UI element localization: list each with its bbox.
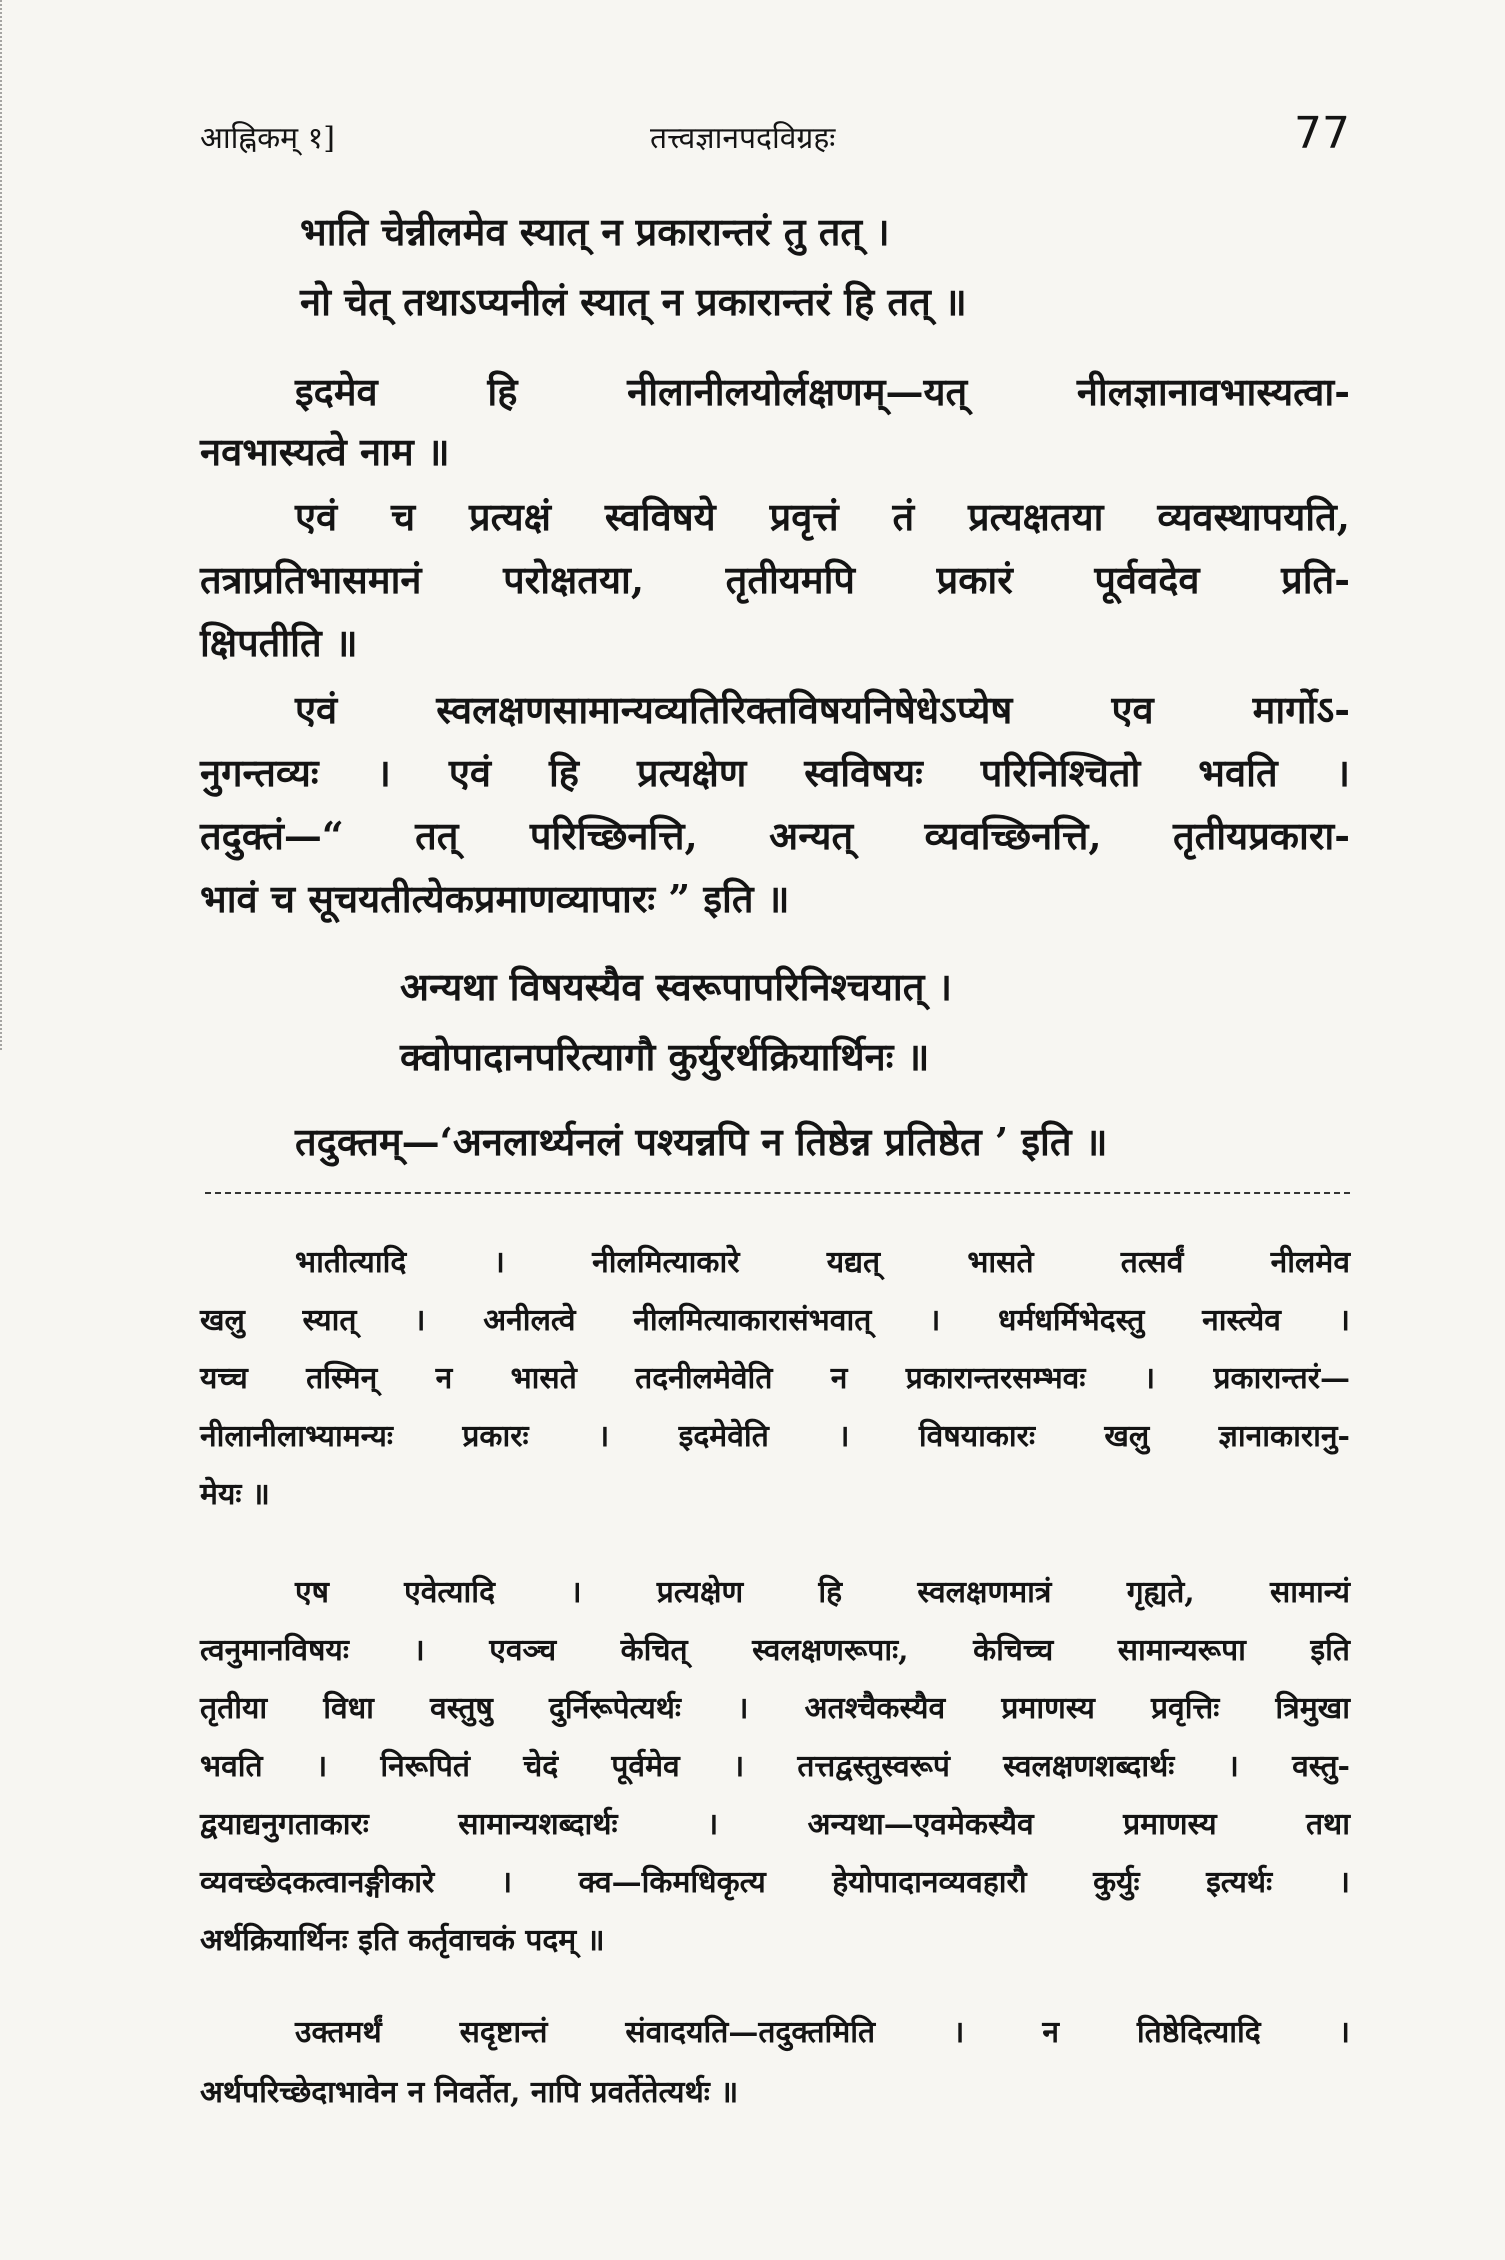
comm1-line5: मेयः ॥ xyxy=(200,1477,270,1512)
para2-line2: तत्राप्रतिभासमानं परोक्षतया, तृतीयमपि प्रकारं पूर्ववदेव प्रति- xyxy=(200,557,1350,602)
commentary-separator xyxy=(205,1192,1350,1194)
verse2-line2: क्वोपादानपरित्यागौ कुर्युरर्थक्रियार्थिनः ॥ xyxy=(400,1034,930,1079)
comm2-line5: द्वयाद्यनुगताकारः सामान्यशब्दार्थः । अन्यथा—एवमेकस्यैव प्रमाणस्य तथा xyxy=(200,1807,1350,1842)
para3-line2: नुगन्तव्यः । एवं हि प्रत्यक्षेण स्वविषयः परिनिश्चितो भवति । xyxy=(200,750,1350,795)
comm1-line1: भातीत्यादि । नीलमित्याकारे यद्यत् भासते तत्सर्वं नीलमेव xyxy=(295,1245,1350,1280)
comm2-line7: अर्थक्रियार्थिनः इति कर्तृवाचकं पदम् ॥ xyxy=(200,1923,605,1958)
comm2-line2: त्वनुमानविषयः । एवञ्च केचित् स्वलक्षणरूपाः, केचिच्च सामान्यरूपा इति xyxy=(200,1633,1350,1668)
running-title: तत्त्वज्ञानपदविग्रहः xyxy=(650,121,836,156)
comm3-line2: अर्थपरिच्छेदाभावेन न निवर्तेत, नापि प्रवर्तेतेत्यर्थः ॥ xyxy=(200,2075,739,2110)
para3-line3: तदुक्तं—“ तत् परिच्छिनत्ति, अन्यत् व्यवच्छिनत्ति, तृतीयप्रकारा- xyxy=(200,813,1350,858)
comm1-line3: यच्च तस्मिन् न भासते तदनीलमेवेति न प्रकारान्तरसम्भवः । प्रकारान्तरं— xyxy=(200,1361,1350,1396)
para2-line3: क्षिपतीति ॥ xyxy=(200,620,358,665)
chapter-label: आह्निकम् १] xyxy=(200,121,335,156)
running-head xyxy=(200,108,1350,168)
para2-line1: एवं च प्रत्यक्षं स्वविषये प्रवृत्तं तं प्रत्यक्षतया व्यवस्थापयति, xyxy=(295,494,1350,539)
verse1-line2: नो चेत् तथाऽप्यनीलं स्यात् न प्रकारान्तरं हि तत् ॥ xyxy=(300,279,967,324)
scan-edge-marks xyxy=(0,0,16,1050)
comm1-line4: नीलानीलाभ्यामन्यः प्रकारः । इदमेवेति । विषयाकारः खलु ज्ञानाकारानु- xyxy=(200,1419,1350,1454)
comm2-line6: व्यवच्छेदकत्वानङ्गीकारे । क्व—किमधिकृत्य हेयोपादानव्यवहारौ कुर्युः इत्यर्थः । xyxy=(200,1865,1350,1900)
page-number: 77 xyxy=(1294,108,1350,159)
comm2-line1: एष एवेत्यादि । प्रत्यक्षेण हि स्वलक्षणमात्रं गृह्यते, सामान्यं xyxy=(295,1575,1350,1610)
verse1-line1: भाति चेन्नीलमेव स्यात् न प्रकारान्तरं तु तत् । xyxy=(300,209,890,254)
comm2-line4: भवति । निरूपितं चेदं पूर्वमेव । तत्तद्वस्तुस्वरूपं स्वलक्षणशब्दार्थः । वस्तु- xyxy=(200,1749,1350,1784)
para1-line2: नवभास्यत्वे नाम ॥ xyxy=(200,429,450,474)
verse2-line1: अन्यथा विषयस्यैव स्वरूपापरिनिश्चयात् । xyxy=(400,964,953,1009)
para3-line1: एवं स्वलक्षणसामान्यव्यतिरिक्तविषयनिषेधेऽप्येष एव मार्गोऽ- xyxy=(295,687,1350,732)
para3-line4: भावं च सूचयतीत्येकप्रमाणव्यापारः ” इति ॥ xyxy=(200,876,790,921)
comm2-line3: तृतीया विधा वस्तुषु दुर्निरूपेत्यर्थः । अतश्चैकस्यैव प्रमाणस्य प्रवृत्तिः त्रिमुखा xyxy=(200,1691,1350,1726)
quote-line: तदुक्तम्—‘अनलार्थ्यनलं पश्यन्नपि न तिष्ठेन्न प्रतिष्ठेत ’ इति ॥ xyxy=(295,1119,1108,1164)
comm3-line1: उक्तमर्थं सदृष्टान्तं संवादयति—तदुक्तमिति । न तिष्ठेदित्यादि । xyxy=(295,2015,1350,2050)
para1-line1: इदमेव हि नीलानीलयोर्लक्षणम्—यत् नीलज्ञानावभास्यत्वा- xyxy=(295,369,1350,414)
comm1-line2: खलु स्यात् । अनीलत्वे नीलमित्याकारासंभवात् । धर्मधर्मिभेदस्तु नास्त्येव । xyxy=(200,1303,1350,1338)
